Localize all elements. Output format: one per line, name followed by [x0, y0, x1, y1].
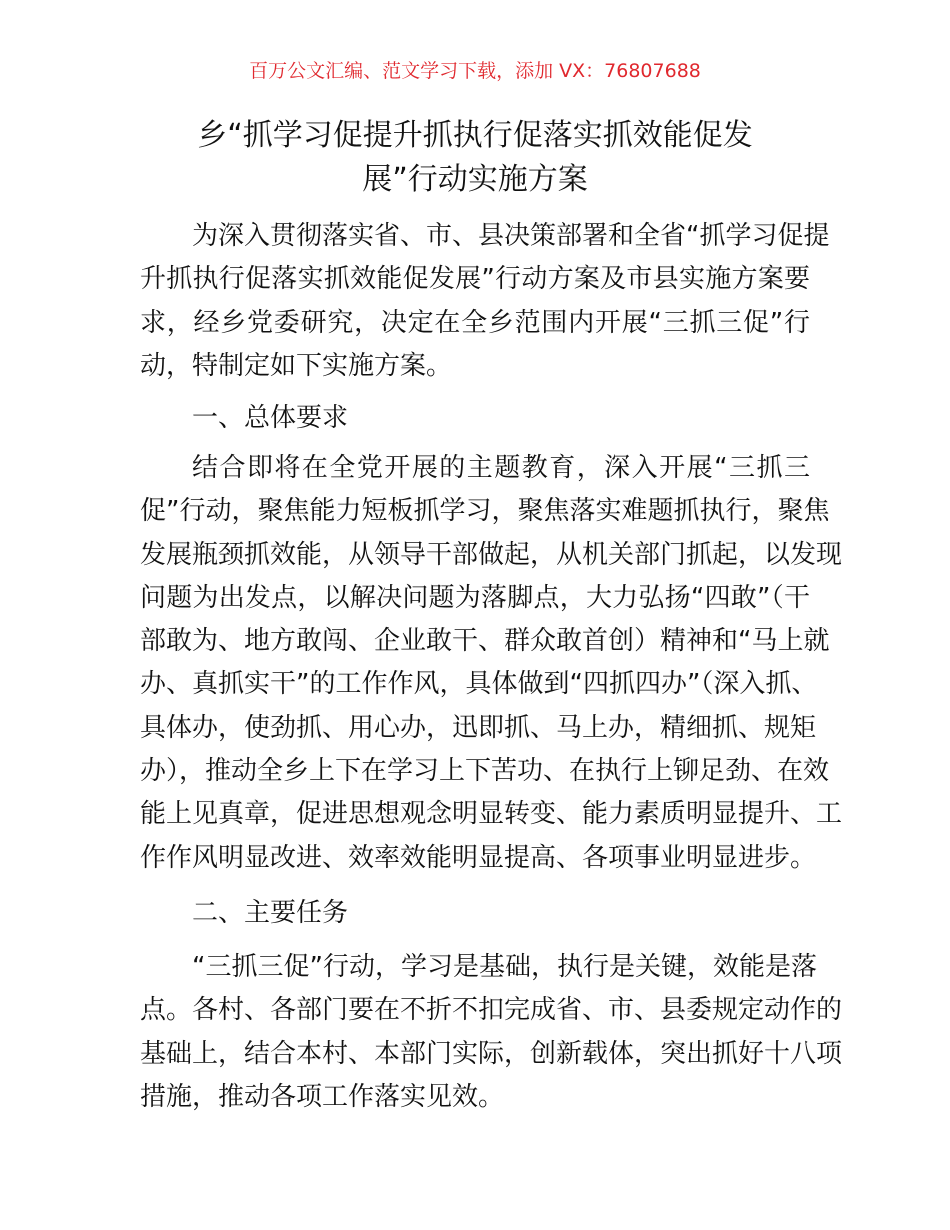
- paragraph-line: 作作风明显改进、效率效能明显提高、各项事业明显进步。: [140, 842, 817, 873]
- title-line: 乡“抓学习促提升抓执行促落实抓效能促发: [197, 118, 753, 153]
- paragraph-line: 结合即将在全党开展的主题教育，深入开展“三抓三: [192, 453, 810, 483]
- intro-paragraph: [140, 215, 830, 388]
- paragraph-line: 发展瓶颈抓效能，从领导干部做起，从机关部门抓起，以发现: [140, 539, 843, 570]
- section2-paragraph: [140, 946, 843, 1119]
- paragraph-line: 升抓执行促落实抓效能促发展”行动方案及市县实施方案要: [140, 264, 810, 295]
- paragraph-line: 问题为出发点，以解决问题为落脚点，大力弘扬“四敢”（干: [140, 582, 810, 613]
- section1-paragraph: [140, 447, 843, 880]
- paragraph-line: 基础上，结合本村、本部门实际，创新载体，突出抓好十八项: [140, 1038, 843, 1069]
- watermark-header: 百万公文汇编、范文学习下载，添加 VX：76807688: [249, 60, 701, 82]
- paragraph-line: 求，经乡党委研究，决定在全乡范围内开展“三抓三促”行: [140, 307, 810, 338]
- paragraph-line: 办、真抓实干”的工作作风，具体做到“四抓四办”（深入抓、: [140, 669, 818, 700]
- paragraph-line: 能上见真章，促进思想观念明显转变、能力素质明显提升、工: [140, 799, 843, 830]
- document-title: [140, 114, 810, 202]
- title-line: 展”行动实施方案: [362, 162, 588, 197]
- paragraph-line: 具体办，使劲抓、用心办，迅即抓、马上办，精细抓、规矩: [140, 712, 817, 743]
- paragraph-line: 动，特制定如下实施方案。: [140, 350, 453, 381]
- paragraph-line: “三抓三促”行动，学习是基础，执行是关键，效能是落: [192, 952, 817, 982]
- section-heading-overall-requirements: 一、总体要求: [192, 403, 349, 433]
- paragraph-line: 为深入贯彻落实省、市、县决策部署和全省“抓学习促提: [192, 221, 830, 251]
- section-heading-main-tasks: 二、主要任务: [192, 898, 349, 928]
- paragraph-line: 办），推动全乡上下在学习上下苦功、在执行上铆足劲、在效: [140, 756, 830, 787]
- paragraph-line: 促”行动，聚焦能力短板抓学习，聚焦落实难题抓执行，聚焦: [140, 496, 830, 527]
- paragraph-line: 措施，推动各项工作落实见效。: [140, 1081, 505, 1112]
- paragraph-line: 点。各村、各部门要在不折不扣完成省、市、县委规定动作的: [140, 995, 843, 1026]
- paragraph-line: 部敢为、地方敢闯、企业敢干、群众敢首创）精神和“马上就: [140, 626, 830, 657]
